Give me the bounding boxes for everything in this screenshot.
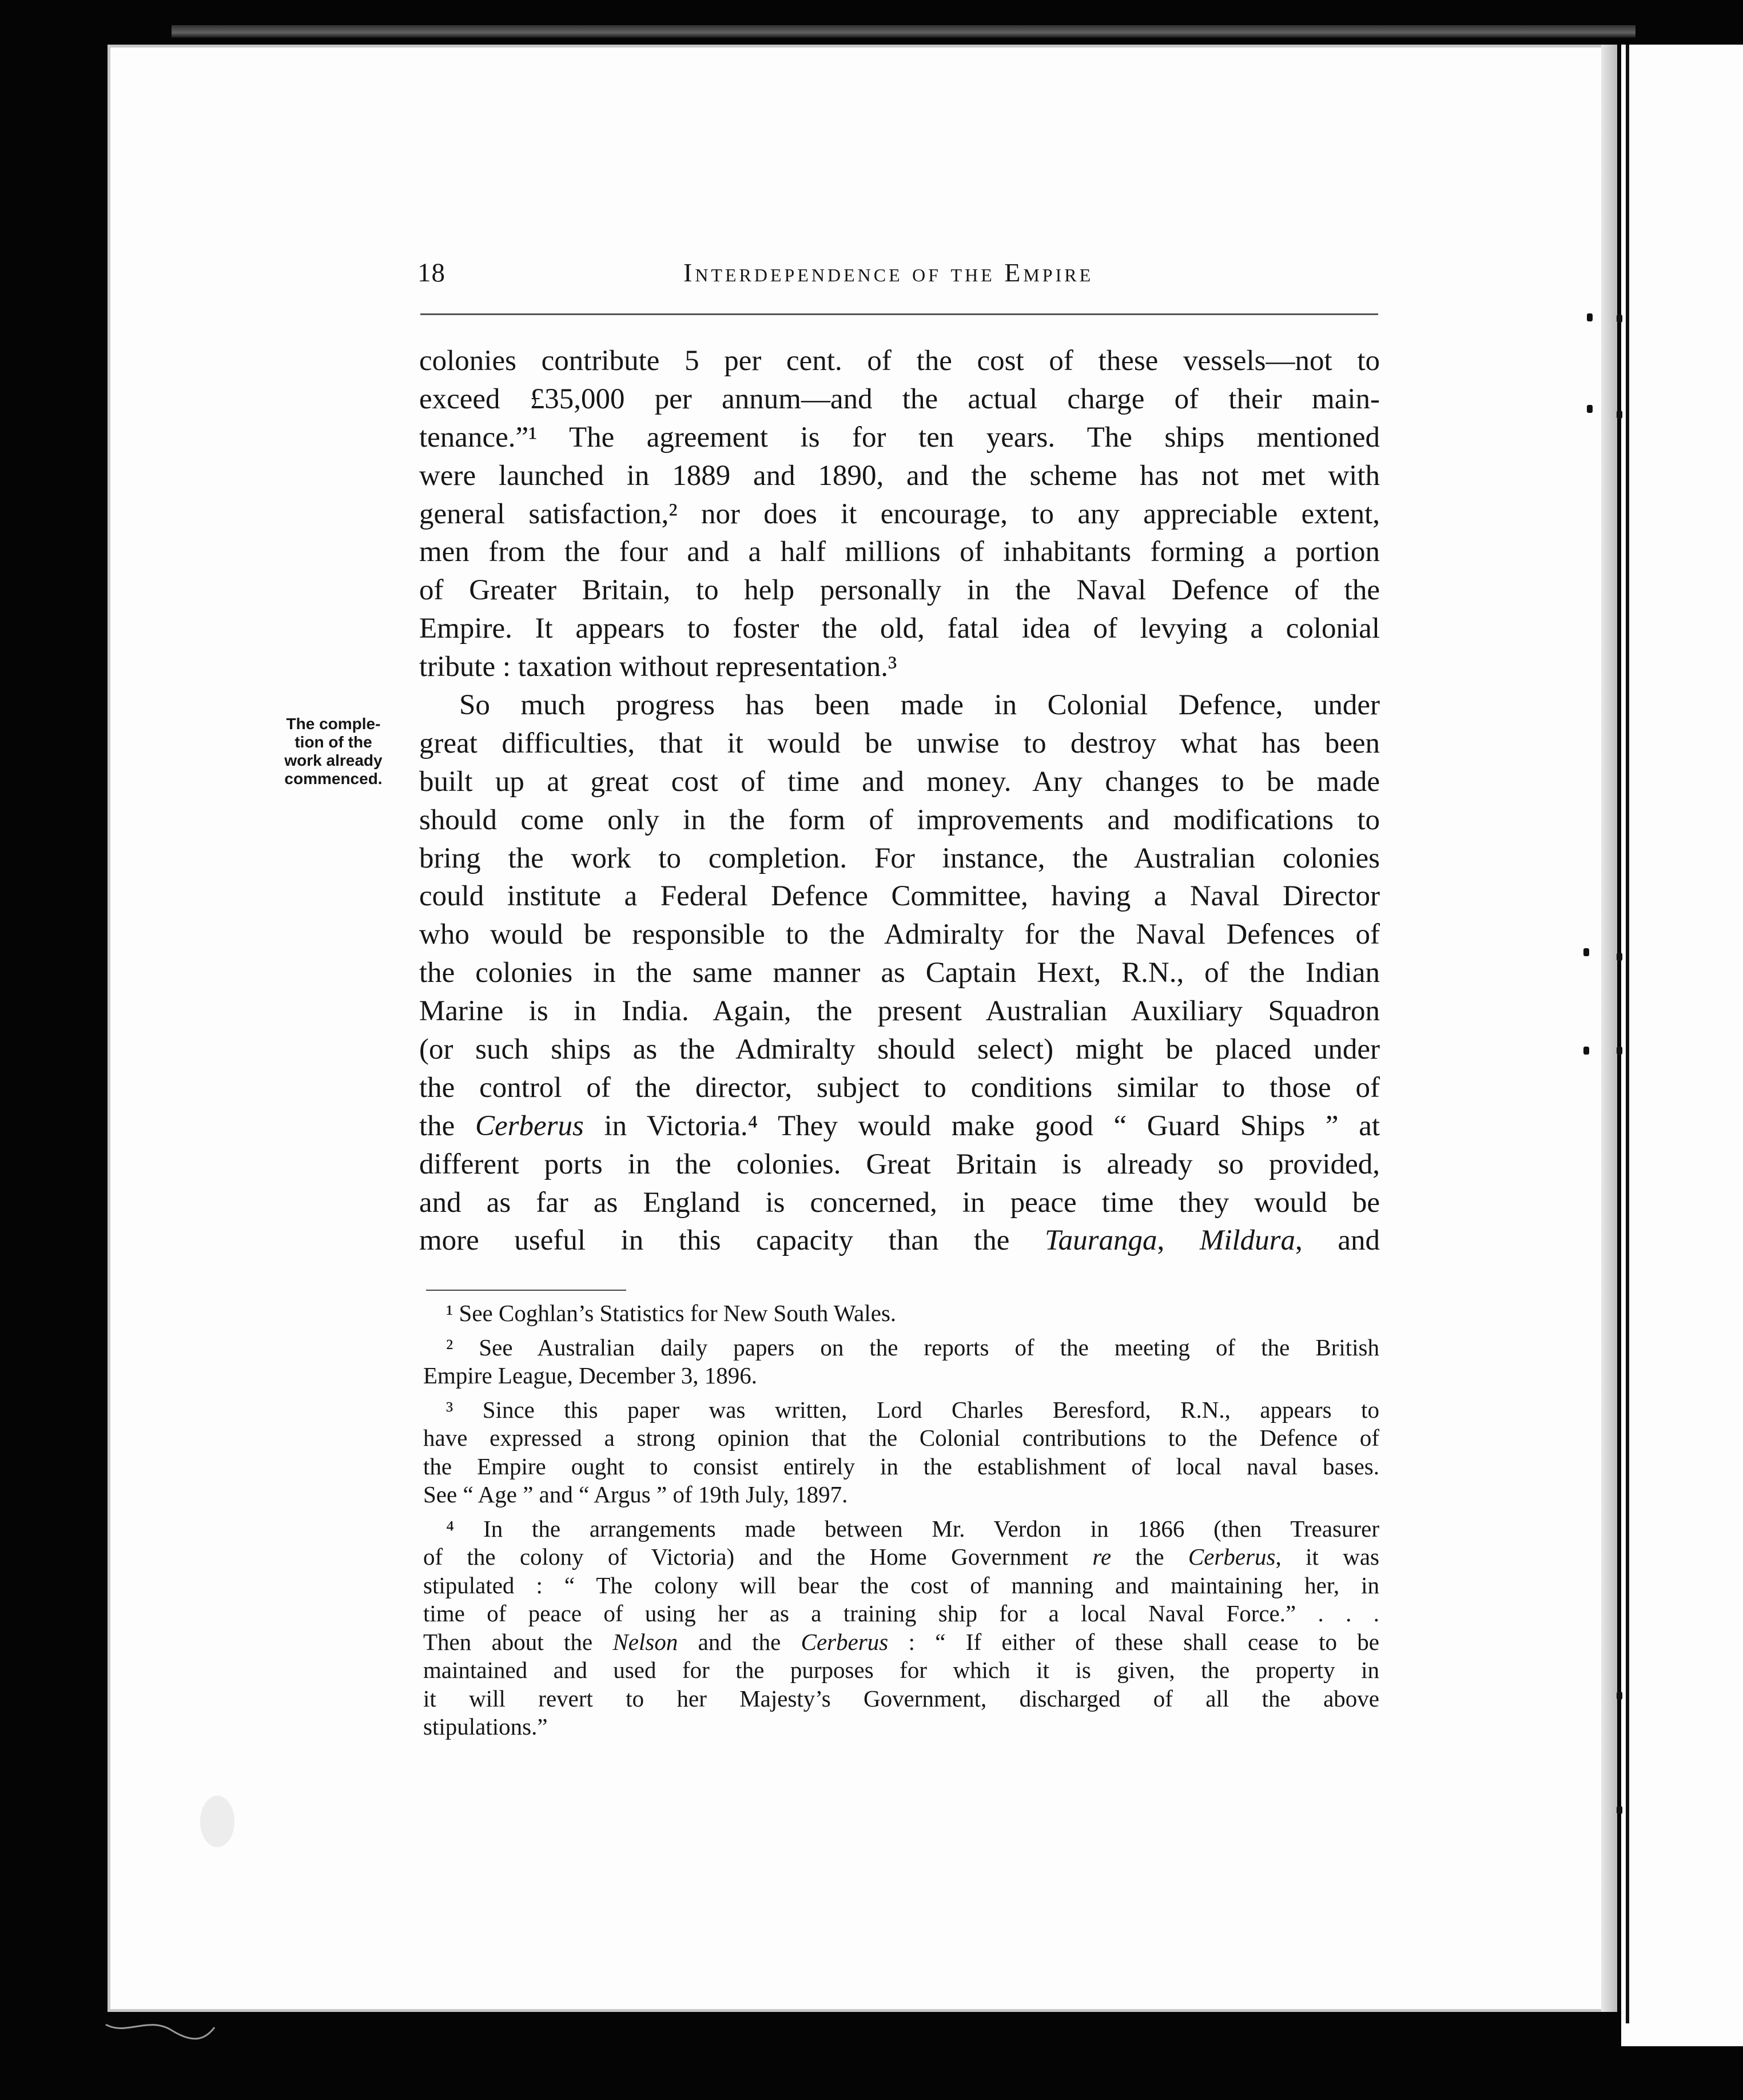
header-rule xyxy=(420,313,1378,315)
footnote-4-line: maintained and used for the purposes for which it is given, the property in xyxy=(423,1657,1379,1683)
marginal-note-line: The comple- xyxy=(286,715,381,733)
body-line: great difficulties, that it would be unwise to destroy what has been xyxy=(419,727,1380,759)
page-edge-rule xyxy=(1626,45,1629,2023)
footnote-rule xyxy=(426,1290,626,1291)
running-title: Interdependence of the Empire xyxy=(683,258,1094,287)
footnote-4-line: ⁴ In the arrangements made between Mr. Verdon in 1866 (then Treasurer xyxy=(446,1515,1379,1542)
footnote-4-line: time of peace of using her as a training ship for a local Naval Force.” . . . xyxy=(423,1600,1379,1626)
body-line: tenance.”¹ The agreement is for ten years. The ships mentioned xyxy=(419,421,1380,454)
body-line: general satisfaction,² nor does it encourage, to any appreciable extent, xyxy=(419,498,1380,530)
body-line: (or such ships as the Admiralty should select) might be placed under xyxy=(419,1033,1380,1066)
scan-speck xyxy=(1583,1047,1589,1055)
footnote-4-line: of the colony of Victoria) and the Home Government re the Cerberus, it was xyxy=(423,1544,1379,1570)
footnote-2-line: Empire League, December 3, 1896. xyxy=(423,1362,758,1389)
page-gutter-edge xyxy=(1601,45,1617,2012)
scan-speck xyxy=(1617,411,1622,419)
footnote-2-line: ² See Australian daily papers on the reports of the meeting of the British xyxy=(446,1334,1379,1361)
body-line: colonies contribute 5 per cent. of the cost of these vessels—not to xyxy=(419,345,1380,377)
body-line: So much progress has been made in Colonial Defence, under xyxy=(459,689,1380,722)
body-line: should come only in the form of improvements and modifications to xyxy=(419,804,1380,836)
footnote-4-line: stipulated : “ The colony will bear the cost of manning and maintaining her, in xyxy=(423,1572,1379,1598)
marginal-note-line: commenced. xyxy=(284,770,383,788)
body-line: of Greater Britain, to help personally in the Naval Defence of the xyxy=(419,574,1380,607)
footnote-3-line: the Empire ought to consist entirely in the establishment of local naval bases. xyxy=(423,1453,1379,1479)
body-line: Empire. It appears to foster the old, fatal idea of levying a colonial xyxy=(419,612,1380,645)
footnote-3-line: See “ Age ” and “ Argus ” of 19th July, 1897. xyxy=(423,1481,848,1508)
body-line: Marine is in India. Again, the present Australian Auxiliary Squadron xyxy=(419,995,1380,1028)
scan-speck xyxy=(1617,953,1622,961)
body-line: could institute a Federal Defence Committee, having a Naval Director xyxy=(419,880,1380,913)
footnote-1: ¹ See Coghlan’s Statistics for New South Wales. xyxy=(446,1300,897,1326)
body-line: who would be responsible to the Admiralty for the Naval Defences of xyxy=(419,918,1380,951)
body-line: different ports in the colonies. Great Britain is already so provided, xyxy=(419,1148,1380,1180)
next-page-strip xyxy=(1621,45,1743,2046)
scan-smudge xyxy=(200,1796,234,1847)
footnote-3-line: ³ Since this paper was written, Lord Charles Beresford, R.N., appears to xyxy=(446,1396,1379,1423)
body-line: were launched in 1889 and 1890, and the scheme has not met with xyxy=(419,459,1380,492)
marginal-note xyxy=(265,715,402,788)
footnote-3-line: have expressed a strong opinion that the Colonial contributions to the Defence of xyxy=(423,1425,1379,1451)
scan-speck xyxy=(1617,315,1622,323)
body-line: bring the work to completion. For instance, the Australian colonies xyxy=(419,842,1380,874)
marginal-note-line: tion of the xyxy=(295,733,372,751)
scan-speck xyxy=(1587,405,1593,413)
scan-artifact xyxy=(103,2013,217,2047)
body-line: and as far as England is concerned, in peace time they would be xyxy=(419,1186,1380,1219)
scan-speck xyxy=(1587,313,1593,321)
footnote-4-line: Then about the Nelson and the Cerberus : “ If either of these shall cease to be xyxy=(423,1628,1379,1655)
running-head xyxy=(417,257,1378,292)
scan-speck xyxy=(1617,1806,1622,1814)
body-line: men from the four and a half millions of inhabitants forming a portion xyxy=(419,536,1380,568)
body-line: the colonies in the same manner as Captain Hext, R.N., of the Indian xyxy=(419,957,1380,989)
body-line: exceed £35,000 per annum—and the actual charge of their main- xyxy=(419,383,1380,415)
body-line: more useful in this capacity than the Tauranga, Mildura, and xyxy=(419,1224,1380,1257)
footnotes xyxy=(423,1299,1379,1741)
marginal-note-line: work already xyxy=(284,751,383,769)
body-line: the control of the director, subject to conditions similar to those of xyxy=(419,1071,1380,1104)
scan-speck xyxy=(1617,1047,1622,1055)
page-number: 18 xyxy=(417,258,445,288)
footnote-4-line: stipulations.” xyxy=(423,1713,548,1740)
body-line: tribute : taxation without representation.³ xyxy=(419,651,897,683)
scan-speck xyxy=(1617,1692,1622,1700)
body-text xyxy=(419,342,1380,1260)
scan-speck xyxy=(1583,948,1589,956)
body-line: built up at great cost of time and money. Any changes to be made xyxy=(419,765,1380,798)
body-line: the Cerberus in Victoria.⁴ They would make good “ Guard Ships ” at xyxy=(419,1109,1380,1142)
scan-top-edge xyxy=(172,25,1635,38)
footnote-4-line: it will revert to her Majesty’s Government, discharged of all the above xyxy=(423,1685,1379,1712)
